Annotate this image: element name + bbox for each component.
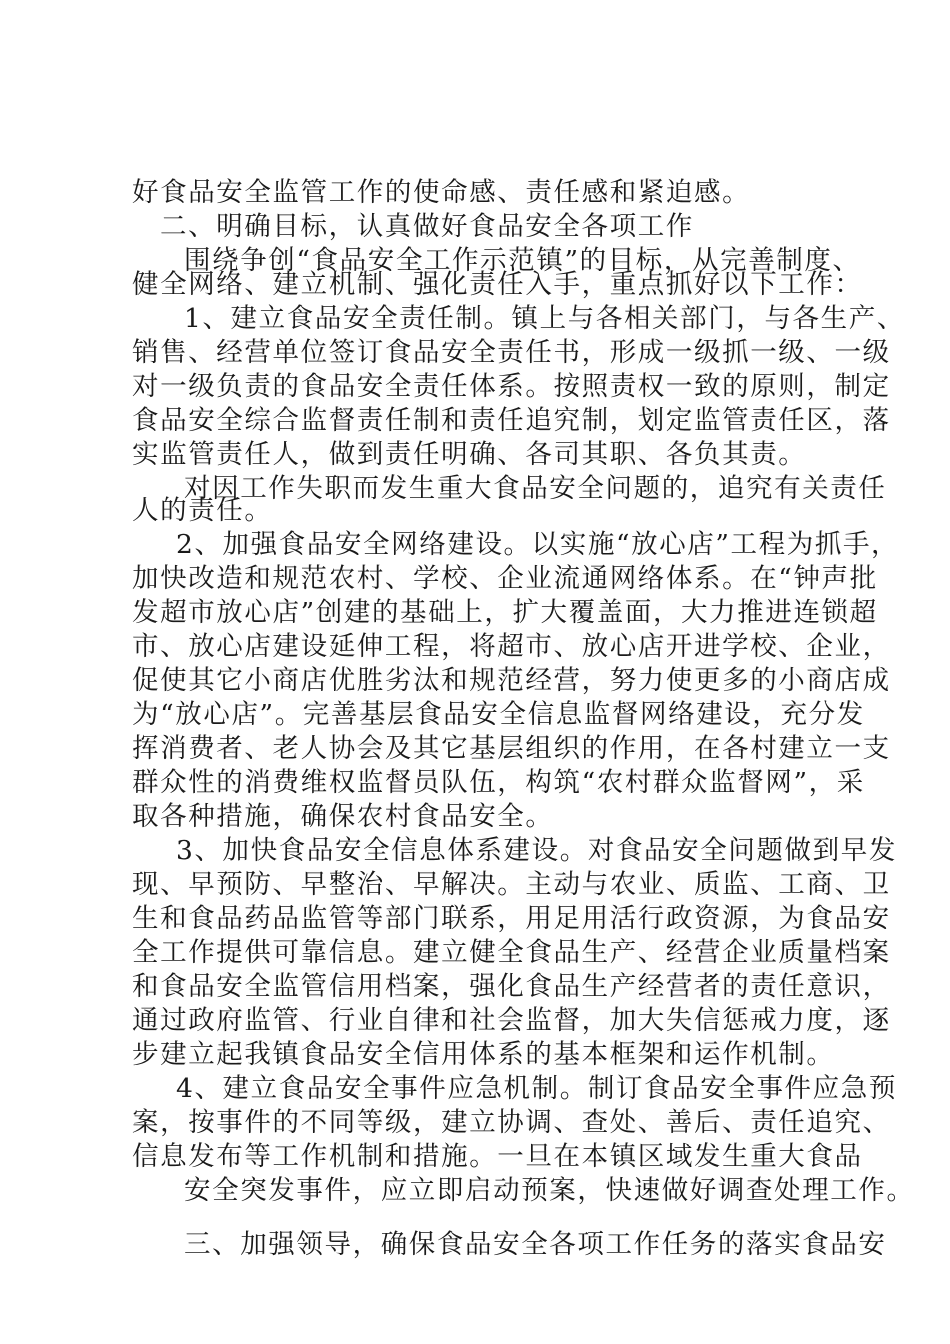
text-line: 群众性的消费维权监督员队伍，构筑“农村群众监督网”，采 xyxy=(132,767,865,798)
text-line: 步建立起我镇食品安全信用体系的基本框架和运作机制。 xyxy=(132,1039,835,1070)
text-line: 加快改造和规范农村、学校、企业流通网络体系。在“钟声批 xyxy=(132,563,878,594)
text-line: 全工作提供可靠信息。建立健全食品生产、经营企业质量档案 xyxy=(132,937,891,968)
text-line: 1、建立食品安全责任制。镇上与各相关部门，与各生产、 xyxy=(184,303,905,334)
text-line: 发超市放心店”创建的基础上，扩大覆盖面，大力推进连锁超 xyxy=(132,597,878,628)
text-line: 4、建立食品安全事件应急机制。制订食品安全事件应急预 xyxy=(176,1073,897,1104)
section-heading: 三、加强领导，确保食品安全各项工作任务的落实食品安 xyxy=(184,1229,887,1260)
text-line: 取各种措施，确保农村食品安全。 xyxy=(132,801,554,832)
text-line: 市、放心店建设延伸工程，将超市、放心店开进学校、企业， xyxy=(132,631,891,662)
text-line: 生和食品药品监管等部门联系，用足用活行政资源，为食品安 xyxy=(132,903,891,934)
text-line: 安全突发事件，应立即启动预案，快速做好调查处理工作。 xyxy=(184,1175,915,1206)
text-line: 挥消费者、老人协会及其它基层组织的作用，在各村建立一支 xyxy=(132,733,891,764)
text-line: 好食品安全监管工作的使命感、责任感和紧迫感。 xyxy=(132,177,751,208)
text-line: 和食品安全监管信用档案，强化食品生产经营者的责任意识， xyxy=(132,971,891,1002)
text-line: 为“放心店”。完善基层食品安全信息监督网络建设，充分发 xyxy=(132,699,865,730)
text-line: 2、加强食品安全网络建设。以实施“放心店”工程为抓手， xyxy=(176,529,900,560)
text-line: 信息发布等工作机制和措施。一旦在本镇区域发生重大食品 xyxy=(132,1141,863,1172)
section-heading: 二、明确目标，认真做好食品安全各项工作 xyxy=(160,211,694,242)
text-line: 案，按事件的不同等级，建立协调、查处、善后、责任追究、 xyxy=(132,1107,891,1138)
text-line: 对一级负责的食品安全责任体系。按照责权一致的原则，制定 xyxy=(132,371,891,402)
text-line: 人的责任。 xyxy=(132,495,273,526)
text-line: 现、早预防、早整治、早解决。主动与农业、质监、工商、卫 xyxy=(132,869,891,900)
text-line: 实监管责任人，做到责任明确、各司其职、各负其责。 xyxy=(132,439,807,470)
text-line: 食品安全综合监督责任制和责任追究制，划定监管责任区，落 xyxy=(132,405,891,436)
text-line: 对因工作失职而发生重大食品安全问题的，追究有关责任 xyxy=(184,473,887,504)
text-line: 销售、经营单位签订食品安全责任书，形成一级抓一级、一级 xyxy=(132,337,891,368)
text-line: 健全网络、建立机制、强化责任入手，重点抓好以下工作： xyxy=(132,269,863,300)
text-line: 围绕争创“食品安全工作示范镇”的目标，从完善制度、 xyxy=(184,245,861,276)
text-line: 促使其它小商店优胜劣汰和规范经营，努力使更多的小商店成 xyxy=(132,665,891,696)
text-line: 3、加快食品安全信息体系建设。对食品安全问题做到早发 xyxy=(176,835,897,866)
text-line: 通过政府监管、行业自律和社会监督，加大失信惩戒力度，逐 xyxy=(132,1005,891,1036)
